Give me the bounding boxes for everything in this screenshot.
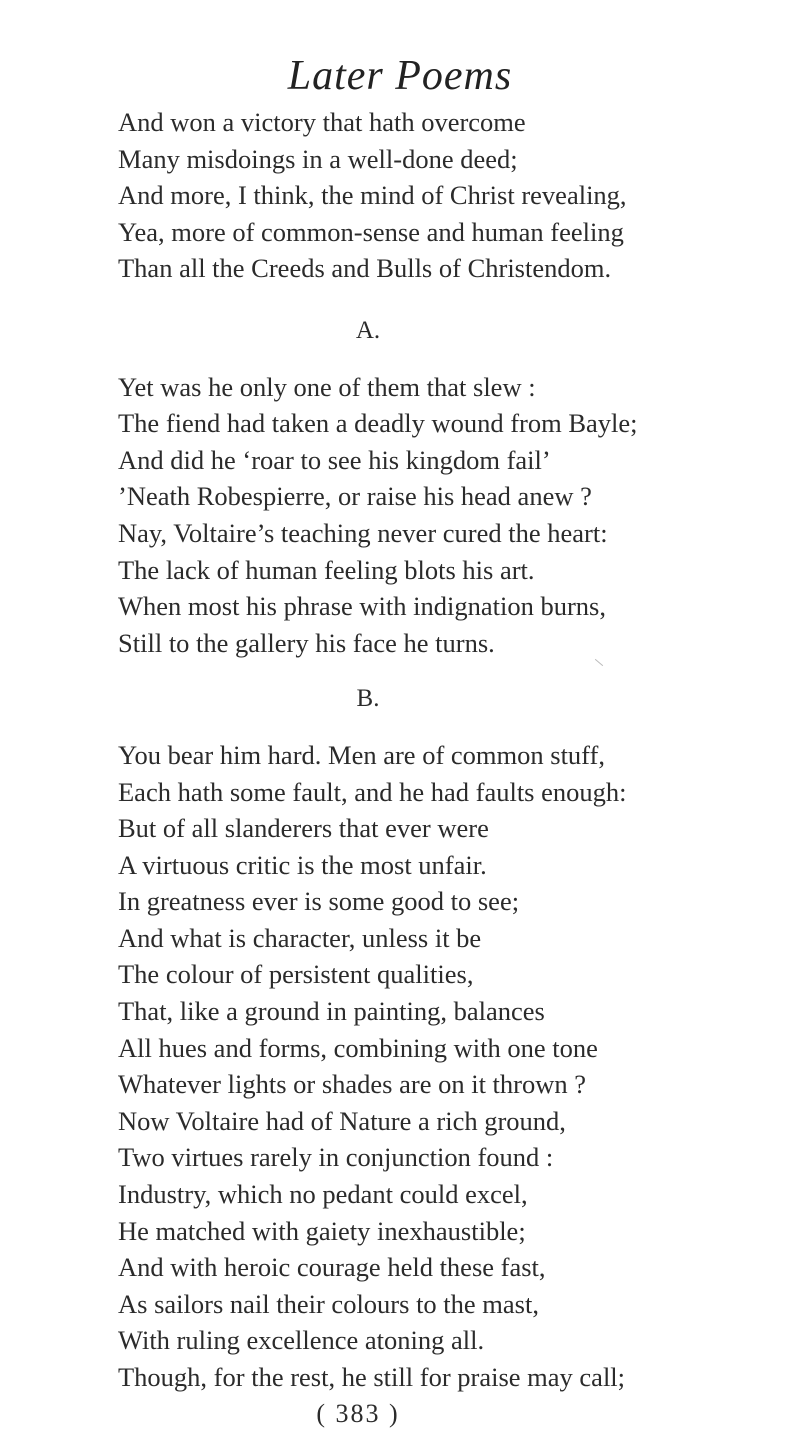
poem-line: Two virtues rarely in conjunction found : [118,1142,554,1173]
poem-line: Yea, more of common-sense and human feeling [118,216,624,247]
poem-line: But of all slanderers that ever were [118,813,489,844]
poem-body [118,104,758,1432]
poem-line: With ruling excellence atoning all. [118,1325,485,1356]
poem-line: The colour of persistent qualities, [118,959,474,990]
poem-line: And did he ‘roar to see his kingdom fail’ [118,444,551,475]
poem-line: Yet was he only one of them that slew : [118,371,536,402]
poem-line: Many misdoings in a well-done deed; [118,143,518,174]
poem-line: He matched with gaiety inexhaustible; [118,1215,526,1246]
stanza-1 [118,104,758,287]
poem-line: Though, for the rest, he still for praise may call; [118,1362,626,1392]
poem-line: Whatever lights or shades are on it thrown ? [118,1069,587,1100]
poem-line: As sailors nail their colours to the mast, [118,1288,539,1319]
poem-line: And with heroic courage held these fast, [118,1252,546,1283]
poem-line: In greatness ever is some good to see; [118,886,520,917]
poem-line: Industry, which no pedant could excel, [118,1179,528,1210]
speaker-label-a: A. [355,316,381,344]
poem-line: All hues and forms, combining with one tone [118,1032,598,1063]
poem-line: Each hath some fault, and he had faults enough: [118,776,627,807]
poem-line: The lack of human feeling blots his art. [118,554,535,585]
poem-line: A virtuous critic is the most unfair. [118,849,487,880]
stanza-3 [118,737,758,1396]
poem-line: When most his phrase with indignation burns, [118,591,606,622]
poem-line: And more, I think, the mind of Christ revealing, [118,180,627,211]
running-head: Later Poems [287,53,513,99]
poem-line: That, like a ground in painting, balances [118,996,545,1027]
poem-line: Than all the Creeds and Bulls of Christendom. [118,253,612,284]
poem-line: Still to the gallery his face he turns. [118,627,495,658]
poem-line: And won a victory that hath overcome [118,107,526,137]
speaker-label-b: B. [356,685,380,713]
stanza-2 [118,369,758,662]
poem-line: The fiend had taken a deadly wound from Bayle; [118,408,638,439]
poem-line: And what is character, unless it be [118,922,482,953]
poem-line: ’Neath Robespierre, or raise his head anew ? [118,481,592,512]
poem-line: You bear him hard. Men are of common stuff, [118,739,605,770]
poem-line: Nay, Voltaire’s teaching never cured the heart: [118,517,608,548]
page-number: ( 383 ) [316,1398,400,1428]
poem-line: Now Voltaire had of Nature a rich ground, [118,1105,566,1136]
